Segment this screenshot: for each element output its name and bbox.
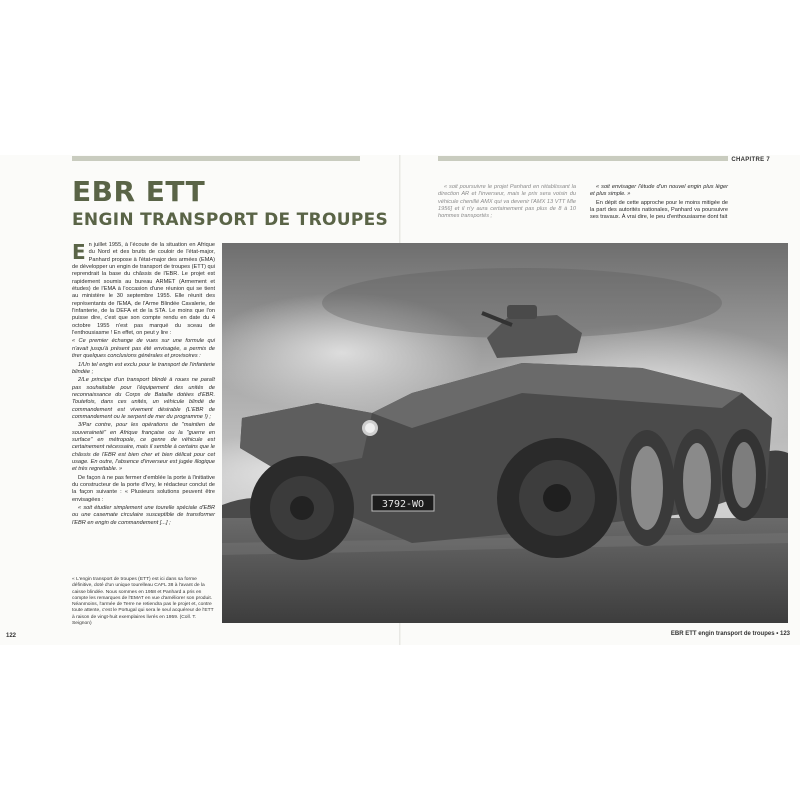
chapter-label: CHAPITRE 7 [731, 157, 770, 163]
photo-caption: « L'engin transport de troupes (ETT) est ici dans sa forme définitive, doté d'un unique tourelleau CAFL 38 à l'avant de la caisse blindée. Nous sommes en 1958 et Panhard a pris en compte les remarques de l'EMAT en vue d'améliorer son produit. Néanmoins, l'armée de Terre ne retiendra pas le projet et, contre toute attente, c'est le Portugal qui sera le seul acquéreur de l'ETT à raison de vingt-huit exemplaires livrés en 1959. (Coll. T. Seignon) [72, 577, 214, 627]
drop-cap: E [72, 240, 86, 264]
page-subtitle: ENGIN TRANSPORT DE TROUPES [72, 210, 389, 230]
vehicle-photo-illustration [222, 243, 788, 623]
quote-point-1: 1/Un tel engin est exclu pour le transport de l'infanterie blindée ; [72, 361, 215, 375]
quote-bullet: « soit étudier simplement une tourelle spéciale d'EBR ou une casemate circulaire susceptible de transformer l'EBR en engin de commandement [...] ; [72, 505, 215, 526]
armored-vehicle-photo [222, 243, 788, 623]
body-paragraph: De façon à ne pas fermer d'emblée la porte à l'initiative du constructeur de la porte d'Ivry, le rédacteur conclut de la façon suivante : « Plusieurs solutions peuvent être envisagées : [72, 474, 215, 503]
right-column-2-bullet: « soit envisager l'étude d'un nouvel engin plus léger et plus simple. » [590, 184, 728, 198]
quote-point-2: 2/Le principe d'un transport blindé à roues ne paraît pas souhaitable pour l'équipement des unités de reconnaissance du Corps de Bataille dotées d'EBR. Toutefois, dans ces unités, un véhicule blindé de commandement est vivement désirable (L'EBR de commandement ou le serpent de mer du programme !) ; [72, 377, 215, 420]
right-column-1-bullet: « soit poursuivre le projet Panhard en rétablissant la direction AR et l'inverseur, mais le prix sera voisin du véhicule chenillé AMX qui va devenir l'AMX 13 VTT Mle 1956] et il n'y aura certainement pas plus de 8 à 10 hommes transportés ; [438, 184, 576, 220]
running-footer-right: EBR ETT engin transport de troupes • 123 [670, 631, 790, 637]
page-title: EBR ETT [72, 175, 206, 208]
intro-column [72, 242, 215, 528]
right-column-1 [438, 184, 576, 222]
quote-point-3: 3/Par contre, pour les opérations de "maintien de souveraineté" en Afrique française ou la "guerre en surface" en métropole, ce genre de véhicule est certainement nécessaire, mais il semble à certains que le châssis de l'EBR est bien cher et bien délicat pour cet usage. En outre, l'absence d'inverseur est jugée illogique et très regrettable. » [72, 422, 215, 473]
header-rule-left [72, 156, 360, 161]
right-column-2 [590, 184, 728, 223]
page-number-left: 122 [6, 633, 17, 639]
right-column-2-paragraph: En dépit de cette approche pour le moins mitigée de la part des autorités nationales, Panhard va poursuivre ses travaux. À vrai dire, le peu d'enthousiasme dont fait [590, 199, 728, 221]
intro-paragraph: En juillet 1955, à l'écoute de la situation en Afrique du Nord et des bruits de couloir de l'état-major, Panhard propose à l'état-major des armées (EMA) de développer un engin de transport de troupes (ETT) qui reprendrait la base du châssis de l'EBR. Le projet est rapidement soumis au bureau ARMET (Armement et études) de l'EMA à l'occasion d'une réunion qui se tient au ministère le 30 septembre 1955. Elle réunit des représentants de l'EMA, de l'Arme Blindée Cavalerie, de l'infanterie, de la DEFA et de la STA. Le moins que l'on puisse dire, c'est que son compte rendu en date du 4 octobre 1955 n'est pas marqué du sceau de l'enthousiasme ! En effet, on peut y lire : [72, 240, 215, 337]
quote-paragraph: « Ce premier échange de vues sur une formule qui n'avait jusqu'à présent pas été envisagée, a permis de tirer quelques conclusions générales et provisoires : [72, 338, 215, 360]
header-rule-right [438, 156, 728, 161]
book-spread [0, 155, 800, 645]
license-plate: 3792-WO [381, 499, 425, 510]
